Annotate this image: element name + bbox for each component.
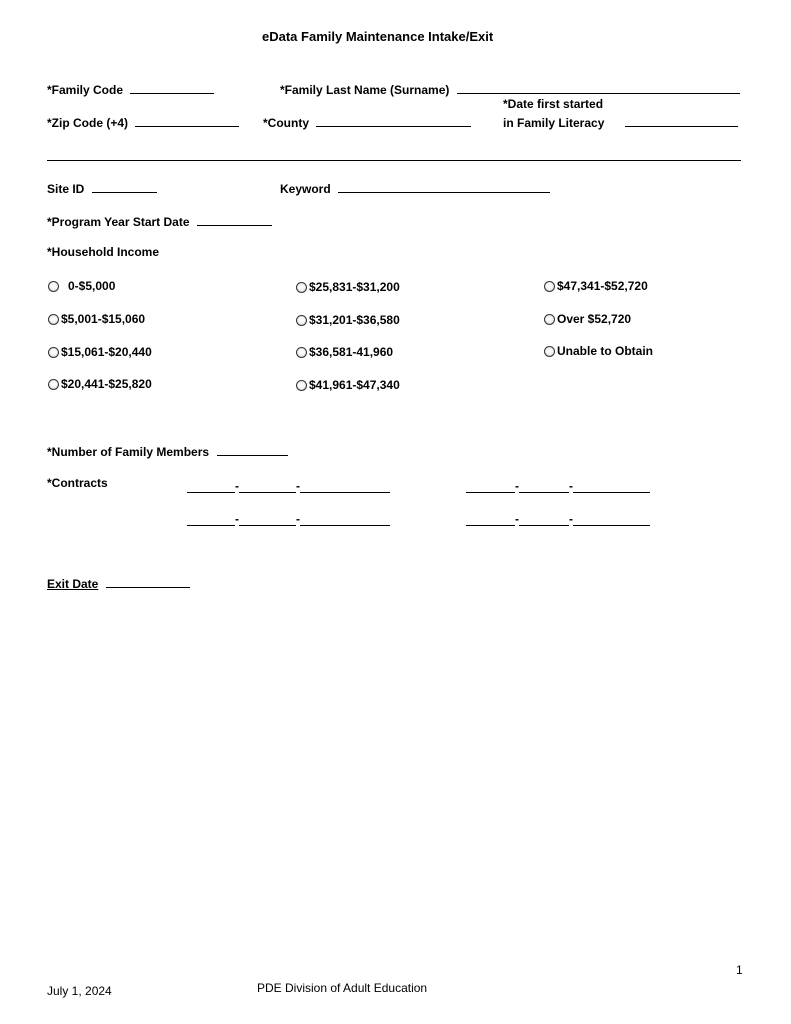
income-option-label: $47,341-$52,720 <box>557 279 648 293</box>
family-code-field[interactable] <box>47 81 214 99</box>
income-option-label: 0-$5,000 <box>68 279 116 293</box>
county-input[interactable] <box>316 115 471 127</box>
contracts-label: *Contracts <box>47 476 108 490</box>
radio-circle-icon[interactable] <box>296 282 307 293</box>
contract-segment[interactable] <box>239 482 296 493</box>
footer-organization: PDE Division of Adult Education <box>257 981 428 995</box>
income-option-5001-15060[interactable] <box>48 312 145 326</box>
radio-circle-icon[interactable] <box>296 315 307 326</box>
footer-date: July 1, 2024 <box>47 984 112 998</box>
zip-code-label: *Zip Code (+4) <box>47 116 129 130</box>
radio-circle-icon[interactable] <box>48 281 59 292</box>
exit-date-input[interactable] <box>106 576 190 588</box>
income-option-label: $20,441-$25,820 <box>61 377 152 391</box>
contract-segment[interactable] <box>187 482 235 493</box>
county-label: *County <box>263 116 309 130</box>
income-option-31201-36580[interactable] <box>296 313 400 327</box>
income-option-label: $5,001-$15,060 <box>61 312 146 326</box>
contract-input-4[interactable]: - - <box>466 512 650 526</box>
income-option-label: Over $52,720 <box>557 312 632 326</box>
exit-date-field[interactable] <box>47 575 190 593</box>
program-year-start-input[interactable] <box>197 214 272 226</box>
income-option-over-52720[interactable] <box>544 312 631 326</box>
contract-input-2[interactable]: - - <box>466 479 650 493</box>
radio-circle-icon[interactable] <box>48 347 59 358</box>
date-first-started-label-line2: in Family Literacy <box>503 116 605 130</box>
income-option-47341-52720[interactable] <box>544 279 648 293</box>
family-members-field[interactable] <box>47 443 288 461</box>
contract-segment[interactable] <box>466 515 515 526</box>
income-option-label: $25,831-$31,200 <box>309 280 400 294</box>
date-first-started-label-line1: *Date first started <box>503 97 604 111</box>
page-number: 1 <box>736 963 743 977</box>
contract-segment[interactable] <box>187 515 235 526</box>
income-option-label: $36,581-41,960 <box>309 345 394 359</box>
income-option-36581-41960[interactable] <box>296 345 393 359</box>
contract-segment[interactable] <box>300 482 390 493</box>
program-year-start-field[interactable] <box>47 213 272 231</box>
family-members-input[interactable] <box>217 444 288 456</box>
contract-segment[interactable] <box>300 515 390 526</box>
family-last-name-label: *Family Last Name (Surname) <box>280 83 450 97</box>
radio-circle-icon[interactable] <box>544 314 555 325</box>
income-option-unable-to-obtain[interactable] <box>544 344 653 358</box>
contract-segment[interactable] <box>466 482 515 493</box>
radio-circle-icon[interactable] <box>48 314 59 325</box>
site-id-label: Site ID <box>47 182 85 196</box>
contract-input-3[interactable]: - - <box>187 512 390 526</box>
contract-segment[interactable] <box>519 515 569 526</box>
income-option-20441-25820[interactable] <box>48 377 152 391</box>
income-option-label: $15,061-$20,440 <box>61 345 152 359</box>
radio-circle-icon[interactable] <box>544 281 555 292</box>
contract-input-1[interactable]: - - <box>187 479 390 493</box>
family-last-name-input[interactable] <box>457 82 740 94</box>
income-option-15061-20440[interactable] <box>48 345 152 359</box>
page-title: eData Family Maintenance Intake/Exit <box>262 29 494 44</box>
family-code-input[interactable] <box>130 82 214 94</box>
household-income-label: *Household Income <box>47 245 160 259</box>
income-option-0-5000[interactable] <box>48 279 115 293</box>
county-field[interactable] <box>263 114 471 132</box>
radio-circle-icon[interactable] <box>48 379 59 390</box>
zip-code-input[interactable] <box>135 115 239 127</box>
date-first-started-field[interactable] <box>503 114 738 132</box>
zip-code-field[interactable] <box>47 114 239 132</box>
income-option-label: $31,201-$36,580 <box>309 313 400 327</box>
contract-segment[interactable] <box>573 482 650 493</box>
family-members-label: *Number of Family Members <box>47 445 210 459</box>
contract-segment[interactable] <box>573 515 650 526</box>
radio-circle-icon[interactable] <box>296 380 307 391</box>
program-year-start-label: *Program Year Start Date <box>47 215 190 229</box>
income-option-41961-47340[interactable] <box>296 378 400 392</box>
income-option-label: Unable to Obtain <box>557 344 653 358</box>
radio-circle-icon[interactable] <box>544 346 555 357</box>
exit-date-label: Exit Date <box>47 577 99 591</box>
income-option-label: $41,961-$47,340 <box>309 378 400 392</box>
family-code-label: *Family Code <box>47 83 124 97</box>
keyword-label: Keyword <box>280 182 331 196</box>
contract-segment[interactable] <box>519 482 569 493</box>
contract-segment[interactable] <box>239 515 296 526</box>
keyword-field[interactable] <box>280 180 550 198</box>
income-option-25831-31200[interactable] <box>296 280 400 294</box>
keyword-input[interactable] <box>338 181 550 193</box>
site-id-field[interactable] <box>47 180 157 198</box>
date-first-started-input[interactable] <box>625 115 738 127</box>
site-id-input[interactable] <box>92 181 157 193</box>
radio-circle-icon[interactable] <box>296 347 307 358</box>
section-divider <box>47 160 741 161</box>
